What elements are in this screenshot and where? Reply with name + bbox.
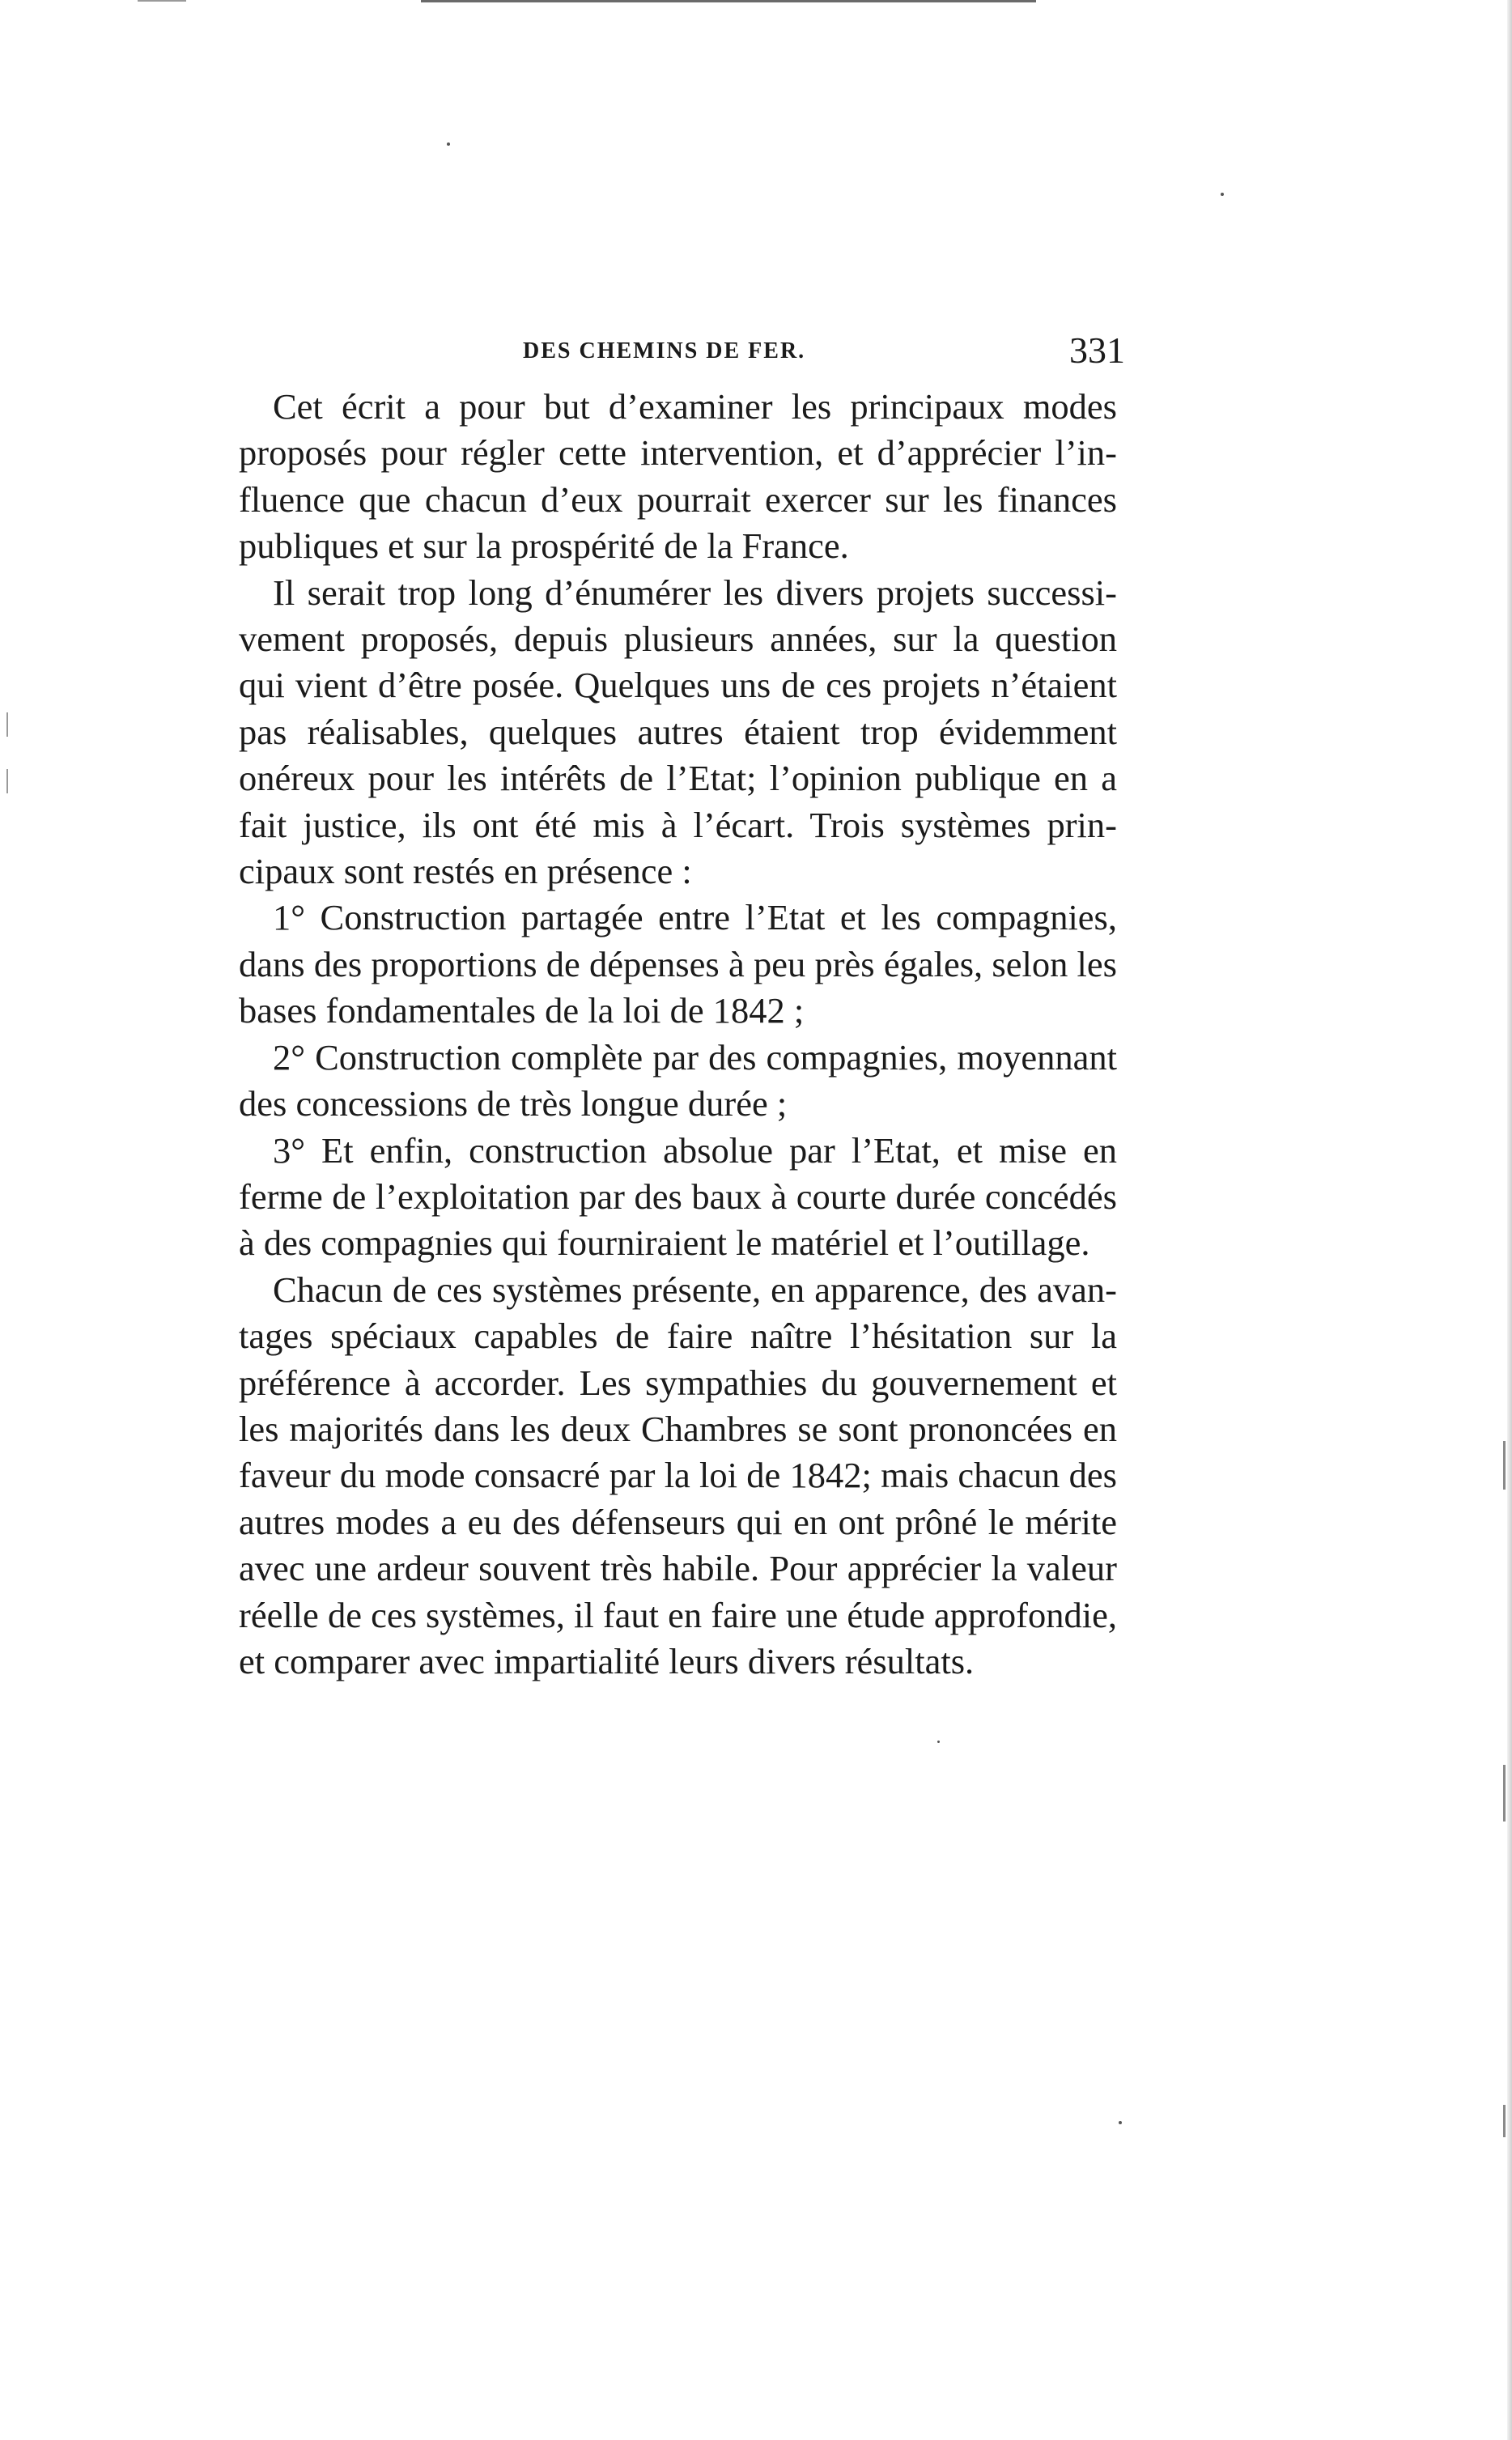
body-text	[239, 384, 1117, 1685]
scan-speck	[1119, 2121, 1122, 2124]
list-item: 1° Construction partagée entre l’Etat et les compagnies, dans des proportions de dépenses à peu près égales, selon les bases fondamentales de la loi de 1842 ;	[239, 897, 1117, 1031]
edge-mark	[6, 769, 8, 793]
paragraph: Cet écrit a pour but d’examiner les principaux modes proposés pour régler cette intervention, et d’apprécier l’influence que chacun d’eux pourrait exercer sur les finances publiques et sur la prospérité de la France.	[239, 386, 1117, 567]
running-title: DES CHEMINS DE FER.	[523, 338, 806, 363]
edge-mark	[1503, 2105, 1506, 2137]
scan-speck	[937, 1741, 940, 1743]
edge-mark	[1503, 1441, 1506, 1490]
page-header	[486, 329, 1125, 377]
paragraph: Il serait trop long d’énumérer les divers projets successivement proposés, depuis plusieurs années, sur la question qui vient d’être posée. Quelques uns de ces projets n’étaient pas réalisables, quelques autres étaient trop évidemment onéreux pour les intérêts de l’Etat; l’opinion publique en a fait justice, ils ont été mis à l’écart. Trois systèmes principaux sont restés en présence :	[239, 572, 1117, 892]
page-number: 331	[1069, 329, 1125, 371]
scan-speck	[1221, 193, 1224, 196]
scan-top-rule	[421, 0, 1036, 2]
edge-mark	[1503, 1765, 1506, 1821]
scan-speck	[447, 142, 450, 146]
list-item: 2° Construction complète par des compagnies, moyennant des concessions de très longue durée ;	[239, 1036, 1117, 1124]
list-item: 3° Et enfin, construction absolue par l’Etat, et mise en ferme de l’exploitation par des baux à courte durée concédés à des compagnies qui fourniraient le matériel et l’outillage.	[239, 1129, 1117, 1264]
paragraph: Chacun de ces systèmes présente, en apparence, des avantages spéciaux capables de faire naître l’hésitation sur la préférence à accorder. Les sympathies du gouvernement et les majorités dans les deux Chambres se sont prononcées en faveur du mode consacré par la loi de 1842; mais chacun des autres modes a eu des défenseurs qui en ont prôné le mérite avec une ardeur souvent très habile. Pour apprécier la valeur réelle de ces systèmes, il faut en faire une étude approfondie, et comparer avec impartialité leurs divers résultats.	[239, 1269, 1117, 1681]
scan-top-mark	[138, 0, 186, 2]
edge-mark	[6, 712, 8, 737]
page-right-edge	[1507, 0, 1512, 2440]
